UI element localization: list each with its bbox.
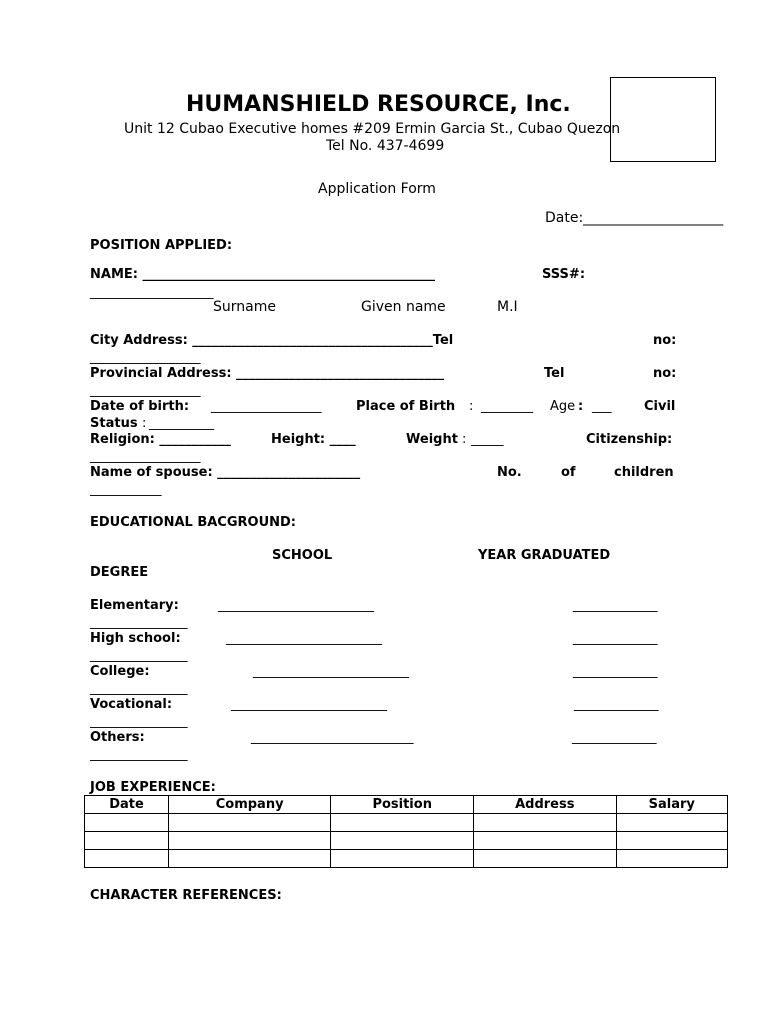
company-name: HUMANSHIELD RESOURCE, Inc. <box>186 92 571 117</box>
edu-school-others: _________________________ <box>251 730 414 745</box>
edu-school-elementary: ________________________ <box>218 598 374 613</box>
table-cell <box>331 814 474 832</box>
table-cell <box>474 850 616 868</box>
weight-label: Weight <box>406 432 458 447</box>
civil-label: Civil <box>644 399 676 414</box>
character-references-heading: CHARACTER REFERENCES: <box>90 888 282 903</box>
name-field: NAME: _____________________________________________ <box>90 267 435 282</box>
edu-degree-vocational: _______________ <box>90 714 188 729</box>
edu-year-college: _____________ <box>573 664 658 679</box>
edu-degree-elementary: _______________ <box>90 615 188 630</box>
position-applied-label: POSITION APPLIED: <box>90 238 233 253</box>
children-no: No. <box>497 465 522 480</box>
provincial-address-field: Provincial Address: ________________________________ <box>90 366 445 381</box>
edu-degree-college: _______________ <box>90 681 188 696</box>
job-experience-heading: JOB EXPERIENCE: <box>90 780 216 795</box>
table-row <box>85 850 728 868</box>
children-line: ___________ <box>90 482 162 497</box>
age-line: ___ <box>592 399 612 414</box>
children-label: children <box>614 465 674 480</box>
sss-label: SSS#: <box>542 267 586 282</box>
surname-caption: Surname <box>213 299 276 315</box>
form-title: Application Form <box>318 181 436 197</box>
dob-label: Date of birth: <box>90 399 190 414</box>
company-tel: Tel No. 437-4699 <box>326 138 445 154</box>
status-colon: : <box>142 416 147 431</box>
citizenship-label: Citizenship: <box>586 432 673 447</box>
pob-line: ________ <box>481 399 533 414</box>
city-tel-line: _________________ <box>90 350 201 365</box>
city-tel-no: no: <box>653 333 677 348</box>
age-colon: : <box>578 399 584 414</box>
pob-colon: : <box>469 399 474 414</box>
religion-field: Religion: ___________ <box>90 432 231 447</box>
edu-label-vocational: Vocational: <box>90 697 173 712</box>
dob-line: _________________ <box>211 399 322 414</box>
edu-label-others: Others: <box>90 730 145 745</box>
table-cell <box>168 832 330 850</box>
citizenship-line: _________________ <box>90 449 201 464</box>
height-field: Height: ____ <box>271 432 356 447</box>
table-cell <box>474 814 616 832</box>
photo-box <box>610 77 716 162</box>
col-salary: Salary <box>616 796 728 814</box>
table-header-row <box>85 796 728 814</box>
table-cell <box>331 832 474 850</box>
table-cell <box>474 832 616 850</box>
edu-degree-others: _______________ <box>90 747 188 762</box>
date-field: Date:____________________ <box>545 210 724 226</box>
table-row <box>85 832 728 850</box>
edu-degree-highschool: _______________ <box>90 648 188 663</box>
table-cell <box>85 832 169 850</box>
edu-label-college: College: <box>90 664 150 679</box>
pob-label: Place of Birth <box>356 399 456 414</box>
col-year: YEAR GRADUATED <box>478 548 611 563</box>
company-address: Unit 12 Cubao Executive homes #209 Ermin Garcia St., Cubao Quezon <box>124 121 621 137</box>
edu-year-highschool: _____________ <box>573 631 658 646</box>
prov-tel-no: no: <box>653 366 677 381</box>
edu-label-highschool: High school: <box>90 631 181 646</box>
city-address-field: City Address: _____________________________________Tel <box>90 333 454 348</box>
sss-line: ___________________ <box>90 285 214 300</box>
edu-school-highschool: ________________________ <box>226 631 382 646</box>
table-cell <box>616 814 728 832</box>
edu-label-elementary: Elementary: <box>90 598 179 613</box>
table-cell <box>168 814 330 832</box>
age-label: Age <box>550 399 576 414</box>
table-row <box>85 814 728 832</box>
weight-line: _____ <box>471 432 504 447</box>
given-name-caption: Given name <box>361 299 446 315</box>
table-cell <box>85 850 169 868</box>
mi-caption: M.I <box>497 299 518 315</box>
prov-tel-label: Tel <box>544 366 565 381</box>
job-experience-table <box>84 795 728 868</box>
weight-colon: : <box>462 432 467 447</box>
edu-year-elementary: _____________ <box>573 598 658 613</box>
table-cell <box>616 850 728 868</box>
col-school: SCHOOL <box>272 548 333 563</box>
spouse-field: Name of spouse: ______________________ <box>90 465 361 480</box>
edu-school-vocational: ________________________ <box>231 697 387 712</box>
status-label: Status <box>90 416 138 431</box>
col-position: Position <box>331 796 474 814</box>
col-degree: DEGREE <box>90 565 149 580</box>
table-cell <box>85 814 169 832</box>
education-heading: EDUCATIONAL BACGROUND: <box>90 515 296 530</box>
status-line: __________ <box>149 416 214 431</box>
edu-year-others: _____________ <box>572 730 657 745</box>
col-company: Company <box>168 796 330 814</box>
table-cell <box>331 850 474 868</box>
prov-tel-line: _________________ <box>90 383 201 398</box>
edu-school-college: ________________________ <box>253 664 409 679</box>
table-cell <box>168 850 330 868</box>
col-address: Address <box>474 796 616 814</box>
edu-year-vocational: _____________ <box>574 697 659 712</box>
col-date: Date <box>85 796 169 814</box>
table-cell <box>616 832 728 850</box>
children-of: of <box>561 465 576 480</box>
